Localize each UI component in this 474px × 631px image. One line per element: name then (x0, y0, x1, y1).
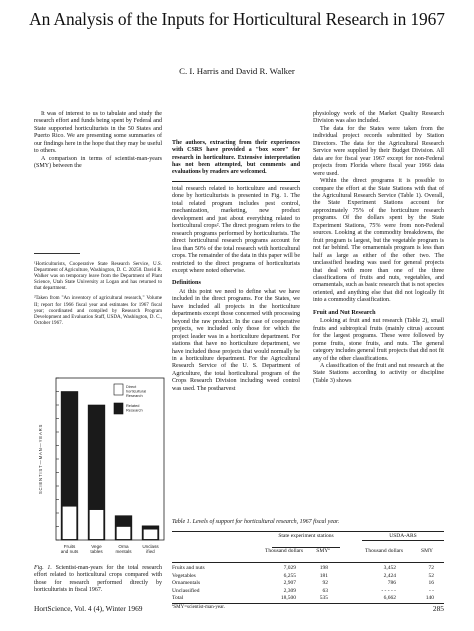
legend-label: Direct (126, 384, 137, 389)
intro-paragraph: A comparison in terms of scientist-man-years (SMY) between the (34, 155, 162, 170)
table-caption-text: Levels of support for horticultural research, 1967 fiscal year. (192, 519, 340, 525)
x-tick-label: mentals (115, 549, 132, 555)
table-group-header: State experiment stations (278, 533, 334, 539)
x-tick-label: Fruits (63, 544, 76, 549)
table-cell: - - - - - (381, 587, 396, 594)
table-caption-label: Table 1. (172, 519, 192, 525)
table-cell: 181 (319, 572, 328, 579)
bar-direct (62, 506, 76, 539)
table-col-header: Thousand dollars (364, 548, 404, 554)
table-cell: 2,424 (383, 572, 396, 579)
table-col-header: Thousand dollars (264, 548, 304, 554)
body-paragraph: The data for the States were taken from the individual project records submitted by Station Directors. The data for the Agricultural Research Service were supplied by their Budget Division. All data are for fiscal year 1967 except for non-Federal projects from Florida where fiscal year 1966 data were used. (313, 125, 444, 177)
table-row-label: Total (172, 595, 184, 601)
x-tick-label: Vege (91, 544, 102, 549)
body-paragraph: physiology work of the Market Quality Research Division was also included. (313, 111, 444, 125)
editor-box (172, 140, 300, 177)
journal-footer: HortScience, Vol. 4 (4), Winter 1969 (34, 604, 143, 613)
body-paragraph: At this point we need to define what we have included in the direct programs. For the States, we have included all projects in the horticulture departments except those concerned with processing beyond the raw product. In the case of cooperative projects, we included only those for which the project leader was in a horticulture department. For stations that have no horticulture department, we have included those projects that would normally be in a horticulture department. For the Agricultural Research Service of the U. S. Department of Agriculture, the total horticultural program of the Crops Research Division including weed control was used. The postharvest (172, 288, 300, 392)
bar-direct (143, 529, 157, 539)
table-col-header: SMYª (316, 548, 330, 554)
page-number: 285 (432, 604, 444, 613)
footnote-rule (34, 253, 80, 254)
legend-label: Related (126, 403, 140, 408)
legend-label: horticultural (126, 388, 147, 394)
box-divider (172, 181, 300, 182)
table-caption (172, 519, 339, 525)
bar-chart (34, 370, 168, 560)
table-rule (172, 562, 444, 563)
table-rule (362, 540, 444, 541)
table-cell: 6,662 (383, 595, 396, 601)
table-cell: 3,452 (383, 565, 396, 571)
article-title: An Analysis of the Inputs for Horticultural Research in 1967 (29, 9, 445, 29)
table-cell: 72 (428, 565, 434, 571)
figure-1 (34, 370, 168, 560)
table-cell: - - (428, 587, 434, 594)
intro-paragraph: It was of interest to us to tabulate and study the research effort and funds being spent by Federal and State supported horticulturists in the 50 States and Puerto Rico. We are presenting some summaries of our findings here in the hope that they may be useful to others. (34, 111, 162, 155)
table-cell: 2,309 (283, 587, 296, 594)
table-footnote: ªSMY=scientist-man-year. (172, 605, 225, 610)
table-cell: 786 (387, 580, 396, 586)
x-tick-label: ified (146, 549, 155, 555)
table-rule (172, 603, 444, 604)
table-cell: 6,255 (283, 572, 296, 579)
body-paragraph: total research related to horticulture and research done by horticulturists is presented in Fig. 1. The total related program includes pest control, mechanization, marketing, new product development and just about everything related to horticultural crops². The direct program refers to the research programs performed by horticulturists. The direct horticultural research programs account for less than 50% of the total research with horticultural crops. The remainder of the data in this paper will be restricted to the direct programs of horticulturists except where noted otherwise. (172, 186, 301, 274)
body-paragraph: A classification of the fruit and nut research at the State Stations according to activity or discipline (Table 3) shows (313, 362, 444, 384)
body-paragraph: Within the direct programs it is possible to compare the effort at the State Stations with that of the Agricultural Research Service (Table 1). Overall, the State Experiment Stations account for approximately 75% of the horticulture research programs. Of the dollars spent by the State Experiment Stations, 75% were from non-Federal sources. Looking at the commodity breakdowns, the fruit program is largest, but the vegetable program is not far behind. The ornamentals program is less than half as large as either of the other two. The unclassified heading was used for general projects that deal with more than one of the three classifications of fruits and nuts, vegetables, and ornamentals, such as basic research that is not species oriented, and anything else that did not logically fit into a commodity classification. (313, 178, 444, 304)
figure-caption-label: Fig. 1. (34, 565, 52, 571)
bar-direct (89, 510, 103, 540)
table-col-header: SMY (421, 548, 433, 554)
intro-text (34, 111, 162, 171)
table-cell: 2,907 (283, 580, 296, 586)
bar-direct (116, 527, 130, 540)
body-paragraph: Looking at fruit and nut research (Table 2), small fruits and subtropical fruits (mainly citrus) account for the largest programs. These were followed by pome fruits, stone fruits, and nuts. The general category includes general fruit projects that did not fit any of the other classifications. (313, 318, 444, 362)
footnote-authors: ¹Horticulturists, Cooperative State Research Service, U.S. Department of Agriculture, Washington, D. C. 20250. David R. Walker was on temporary leave from the Department of Plant Science, Utah State University at Logan and has returned to that department. (34, 261, 162, 292)
y-axis-label: SCIENTIST—MAN—YEARS (38, 423, 43, 495)
legend-label: Research (126, 392, 143, 398)
table-row-label: Fruits and nuts (172, 565, 205, 571)
table-cell: 18,500 (280, 595, 296, 601)
table-row-label: Ornamentals (172, 580, 201, 586)
x-tick-label: Orna (118, 544, 129, 549)
editor-box-text: The authors, extracting from their experiences with CSRS have provided a "box score" for research in horticulture. Extensive interpretation has not been attempted, but comments and evaluations by readers are welcomed. (172, 140, 300, 176)
table-cell: 140 (425, 595, 434, 601)
table-cell: 92 (322, 580, 328, 586)
footnote-source: ²Taken from "An inventory of agricultural research," Volume II; report for 1966 fiscal year and estimates for 1967 fiscal year; coordinated and compiled by Research Program Development and Evaluation Staff, USDA, Washington, D. C., October 1967. (34, 295, 162, 326)
column-two (172, 186, 300, 393)
table-cell: 7,029 (283, 565, 296, 571)
figure-caption (34, 565, 162, 594)
x-tick-label: and nuts (60, 549, 79, 555)
section-heading-definitions: Definitions (172, 279, 201, 287)
section-heading-fruit-nut: Fruit and Nut Research (313, 308, 376, 316)
x-tick-label: tables (90, 549, 103, 555)
figure-caption-text: Scientist-man-years for the total research effort related to horticultural crops compared with those for research performed directly by horticulturists in fiscal 1967. (34, 565, 162, 593)
table-row-label: Vegetables (172, 572, 196, 579)
table-cell: 535 (319, 595, 328, 601)
legend-swatch-direct (114, 384, 123, 395)
table-row-label: Unclassified (172, 587, 200, 594)
table-cell: 16 (428, 580, 434, 586)
table-cell: 198 (319, 565, 328, 571)
x-tick-label: Unclass (142, 544, 159, 549)
table-rule (172, 531, 444, 532)
legend-label: Research (126, 407, 143, 413)
table-group-header: USDA-ARS (389, 533, 417, 539)
column-three (313, 111, 444, 385)
authors-line: C. I. Harris and David R. Walker (179, 66, 295, 76)
table-cell: 52 (428, 572, 434, 579)
footnotes (34, 253, 162, 330)
legend-swatch-related (114, 403, 123, 414)
table-cell: 63 (322, 587, 328, 594)
